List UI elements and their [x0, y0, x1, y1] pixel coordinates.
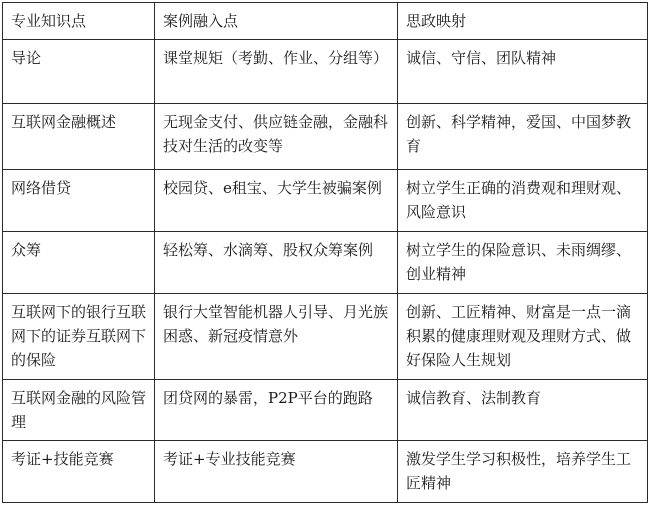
- case-cell: 团贷网的暴雷，P2P平台的跑路: [155, 380, 398, 441]
- header-knowledge-point: 专业知识点: [3, 3, 155, 40]
- mapping-cell: 激发学生学习积极性，培养学生工匠精神: [398, 441, 648, 503]
- case-cell: 银行大堂智能机器人引导、月光族困惑、新冠疫情意外: [155, 294, 398, 380]
- table-row: [3, 170, 648, 232]
- header-row: [3, 3, 648, 40]
- mapping-cell: 创新、工匠精神、财富是一点一滴积累的健康理财观及理财方式、做好保险人生规划: [398, 294, 648, 380]
- knowledge-point-cell: 互联网下的银行互联网下的证券互联网下的保险: [3, 294, 155, 380]
- knowledge-point-cell: 众筹: [3, 232, 155, 294]
- curriculum-table: [2, 2, 648, 503]
- table-row: [3, 40, 648, 104]
- table-row: [3, 232, 648, 294]
- knowledge-point-cell: 考证+技能竞赛: [3, 441, 155, 503]
- table-row: [3, 104, 648, 170]
- table-row: [3, 294, 648, 380]
- knowledge-point-cell: 网络借贷: [3, 170, 155, 232]
- case-cell: 校园贷、e租宝、大学生被骗案例: [155, 170, 398, 232]
- mapping-cell: 创新、科学精神，爱国、中国梦教育: [398, 104, 648, 170]
- case-cell: 轻松筹、水滴筹、股权众筹案例: [155, 232, 398, 294]
- header-case-integration: 案例融入点: [155, 3, 398, 40]
- knowledge-point-cell: 导论: [3, 40, 155, 104]
- table-row: [3, 380, 648, 441]
- case-cell: 无现金支付、供应链金融，金融科技对生活的改变等: [155, 104, 398, 170]
- case-cell: 考证+专业技能竞赛: [155, 441, 398, 503]
- mapping-cell: 树立学生的保险意识、未雨绸缪、创业精神: [398, 232, 648, 294]
- header-ideological-mapping: 思政映射: [398, 3, 648, 40]
- mapping-cell: 诚信、守信、团队精神: [398, 40, 648, 104]
- knowledge-point-cell: 互联网金融的风险管理: [3, 380, 155, 441]
- mapping-cell: 诚信教育、法制教育: [398, 380, 648, 441]
- case-cell: 课堂规矩（考勤、作业、分组等）: [155, 40, 398, 104]
- table-row: [3, 441, 648, 503]
- document-page: [2, 2, 648, 503]
- mapping-cell: 树立学生正确的消费观和理财观、风险意识: [398, 170, 648, 232]
- knowledge-point-cell: 互联网金融概述: [3, 104, 155, 170]
